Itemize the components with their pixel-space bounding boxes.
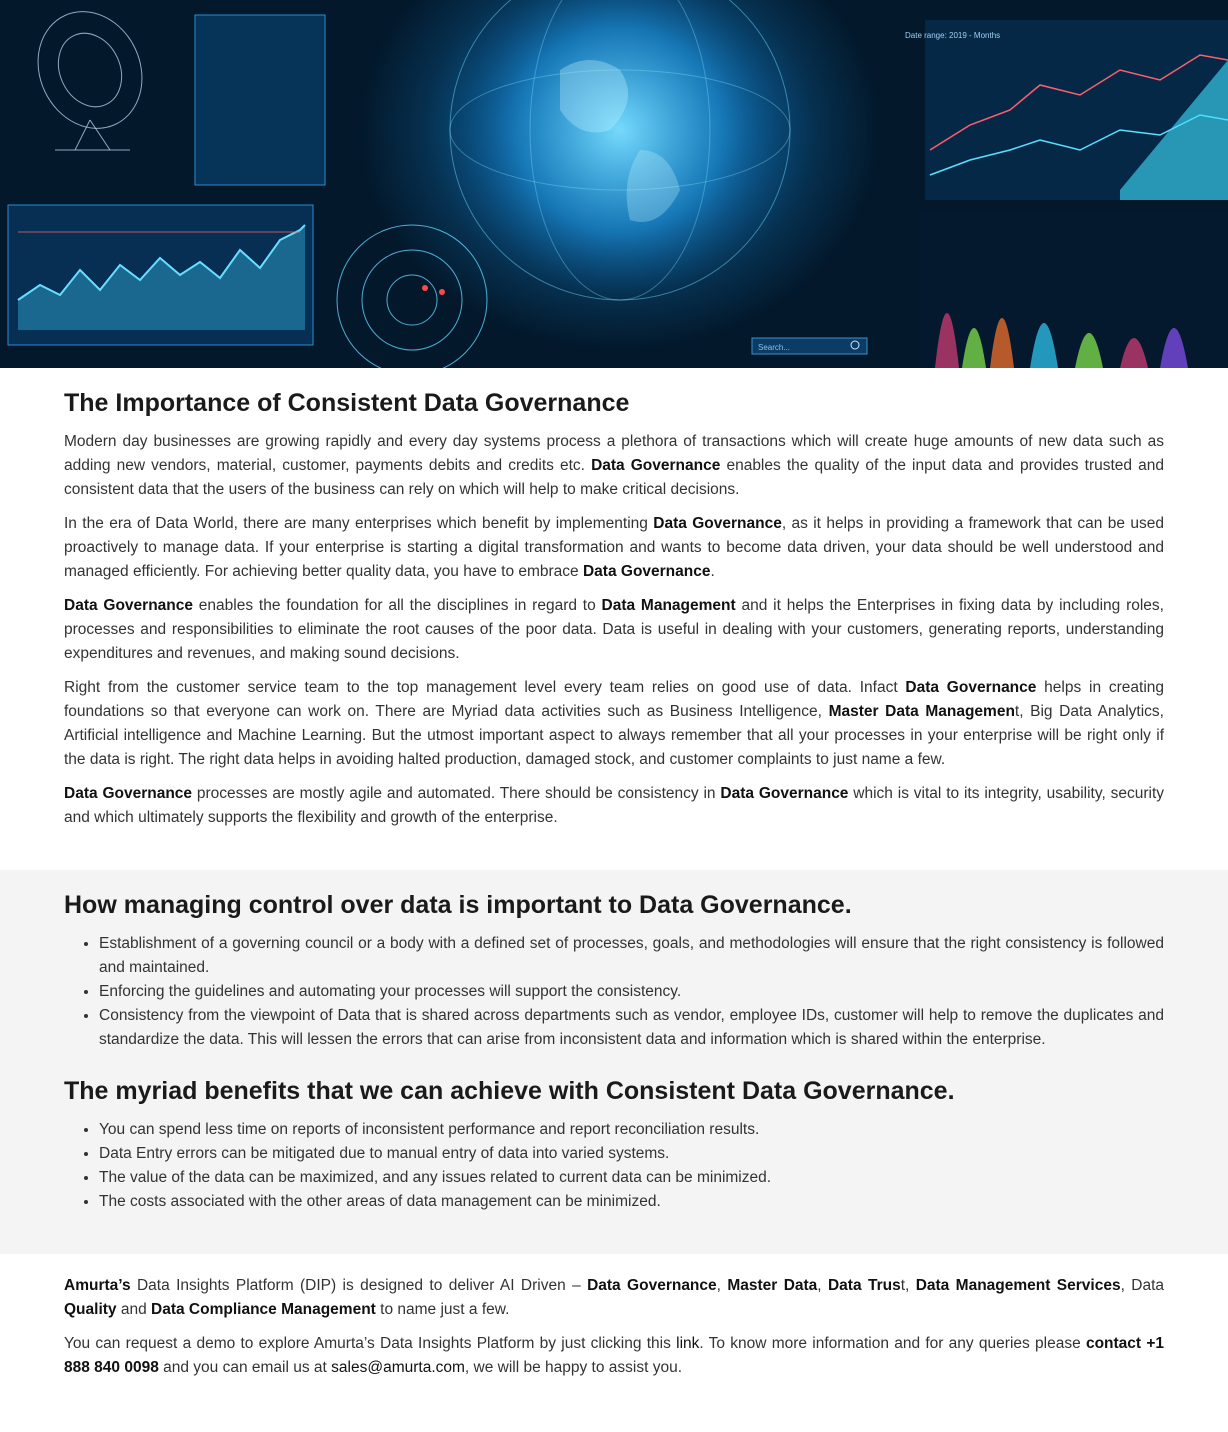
section-title-benefits: The myriad benefits that we can achieve with Consistent Data Governance. — [64, 1077, 955, 1105]
section-title-control: How managing control over data is important to Data Governance. — [64, 891, 852, 919]
contact-phone-link[interactable]: contact +1 888 840 0098 — [64, 1335, 1164, 1376]
importance-section — [0, 368, 1228, 870]
paragraph-4: Right from the customer service team to the top management level every team relies on good use of data. Infact Data Governance helps in creating foundations so that everyone can work on. There are Myriad data activities such as Business Intelligence, Master Data Management, Big Data Analytics, Artificial intelligence and Machine Learning. But the utmost important aspect to always remember that all your processes in your enterprise will be right only if the data is right. The right data helps in avoiding halted production, damaged stock, and customer complaints to just name a few. — [64, 679, 1165, 768]
globe-icon — [450, 0, 790, 300]
hero-search-placeholder: Search... — [758, 343, 791, 352]
benefits-list — [64, 1118, 1164, 1214]
platform-section — [0, 1254, 1228, 1380]
hero-banner — [0, 0, 1228, 368]
demo-link[interactable]: link — [676, 1335, 700, 1352]
control-benefits-section — [0, 870, 1228, 1254]
paragraph-5: Data Governance processes are mostly agile and automated. There should be consistency in Data Governance which is vital to its integrity, usability, security and which ultimately supports the flexibility and growth of the enterprise. — [64, 785, 1165, 826]
radar-icon — [337, 225, 487, 368]
satellite-dish-icon — [19, 0, 160, 150]
hero-date-label: Date range: 2019 - Months — [905, 31, 1001, 40]
section-title-importance: The Importance of Consistent Data Governance — [64, 389, 630, 417]
list-item: • Data Entry errors can be mitigated due to manual entry of data into varied systems. — [99, 1142, 1164, 1166]
list-item: • Consistency from the viewpoint of Data that is shared across departments such as vendor, employee IDs, customer will help to remove the duplicates and standardize the data. This will lessen the errors that can arise from inconsistent data and information which is shared within the enterprise. — [99, 1004, 1164, 1052]
list-item: • The value of the data can be maximized, and any issues related to current data can be minimized. — [99, 1166, 1164, 1190]
list-item: • Enforcing the guidelines and automating your processes will support the consistency. — [99, 980, 1164, 1004]
control-list — [64, 932, 1164, 1052]
platform-paragraph: Amurta’s Data Insights Platform (DIP) is designed to deliver AI Driven – Data Governance, Master Data, Data Trust, Data Management Services, Data Quality and Data Compliance Management to name just a few. — [64, 1277, 1165, 1318]
list-item: • The costs associated with the other areas of data management can be minimized. — [99, 1190, 1164, 1214]
hero-illustration — [0, 0, 1228, 368]
contact-paragraph: You can request a demo to explore Amurta’s Data Insights Platform by just clicking this link. To know more information and for any queries please contact +1 888 840 0098 and you can email us at sales@amurta.com, we will be happy to assist you. — [64, 1335, 1164, 1376]
paragraph-1: Modern day businesses are growing rapidly and every day systems process a plethora of transactions which will create huge amounts of new data such as adding new vendors, material, customer, payments debits and credits etc. Data Governance enables the quality of the input data and provides trusted and consistent data that the users of the business can rely on which will help to make critical decisions. — [64, 433, 1164, 498]
email-link[interactable]: sales@amurta.com — [331, 1359, 465, 1376]
paragraph-3: Data Governance enables the foundation for all the disciplines in regard to Data Management and it helps the Enterprises in fixing data by including roles, processes and responsibilities to eliminate the root causes of the poor data. Data is useful in dealing with your customers, generating reports, understanding expenditures and revenues, and making sound decisions. — [64, 597, 1164, 662]
list-item: • You can spend less time on reports of inconsistent performance and report reconciliation results. — [99, 1118, 1164, 1142]
list-item: • Establishment of a governing council or a body with a defined set of processes, goals, and methodologies will ensure that the right consistency is followed and maintained. — [99, 932, 1164, 980]
paragraph-2: In the era of Data World, there are many enterprises which benefit by implementing Data Governance, as it helps in providing a framework that can be used proactively to manage data. If your enterprise is starting a digital transformation and wants to become data driven, your data should be well understood and managed efficiently. For achieving better quality data, you have to embrace Data Governance. — [64, 515, 1164, 580]
